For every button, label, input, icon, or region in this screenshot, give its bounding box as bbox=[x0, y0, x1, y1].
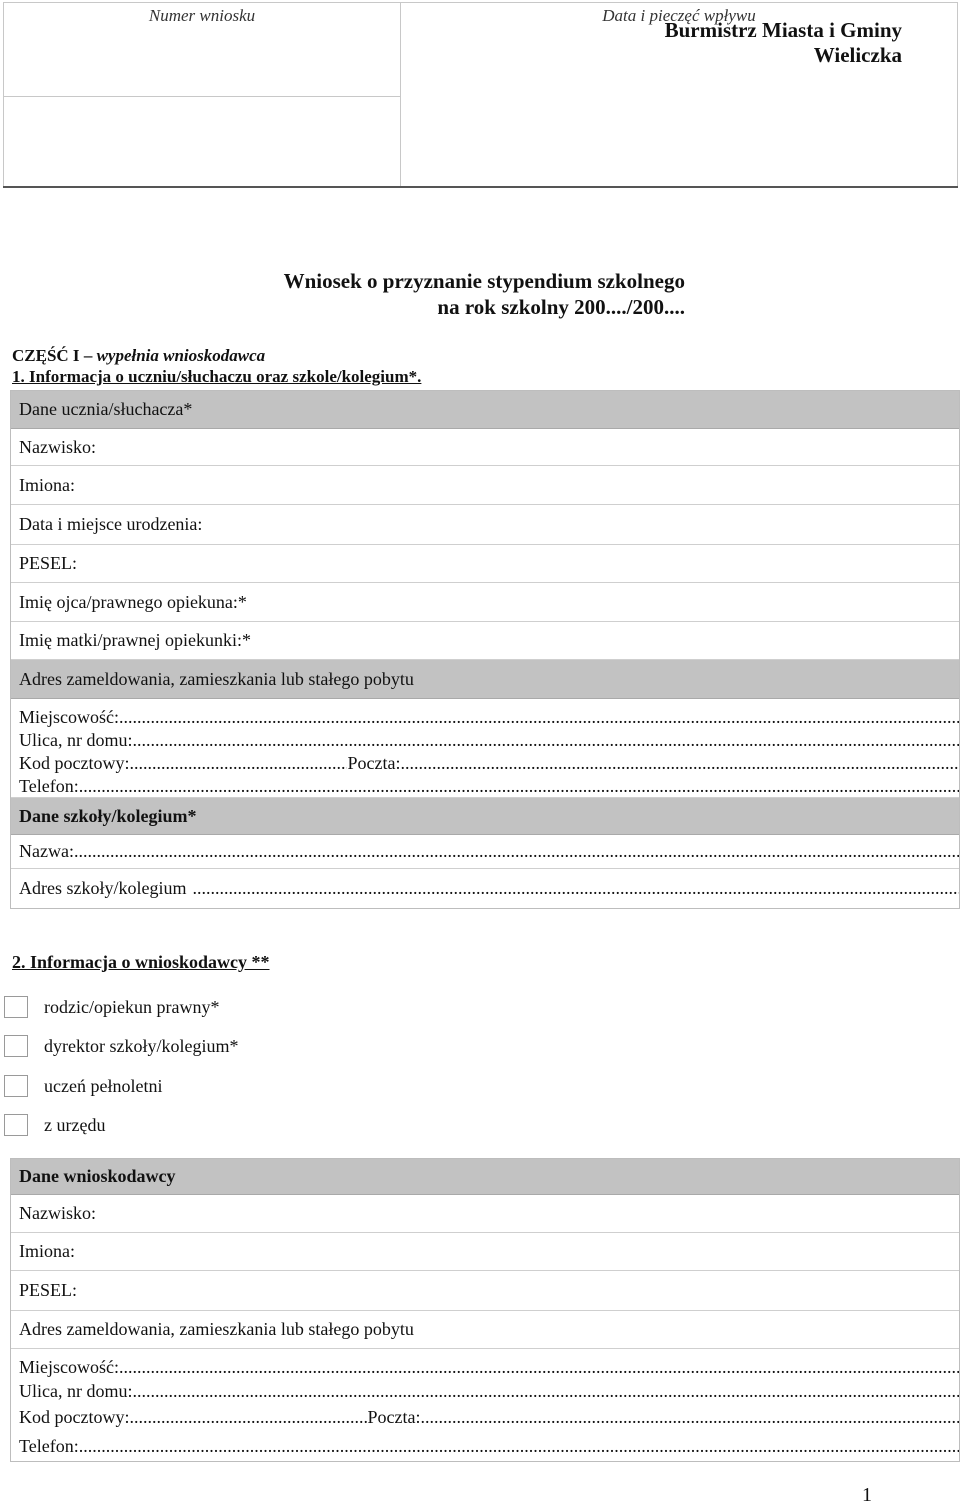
student-postal-field[interactable] bbox=[11, 751, 959, 775]
applicant-pesel-field[interactable] bbox=[11, 1271, 959, 1311]
applicant-form bbox=[10, 1158, 960, 1462]
school-address-label: Adres szkoły/kolegium bbox=[19, 878, 187, 898]
student-father-field[interactable] bbox=[11, 583, 959, 622]
dotted-fill bbox=[400, 753, 959, 774]
addressee bbox=[665, 18, 902, 68]
applicant-address-header bbox=[11, 1311, 959, 1349]
applicant-city-label: Miejscowość: bbox=[19, 1356, 119, 1377]
student-surname-label: Nazwisko: bbox=[19, 436, 96, 457]
student-form bbox=[10, 390, 960, 909]
applicant-data-header-label: Dane wnioskodawcy bbox=[19, 1166, 176, 1186]
dotted-fill bbox=[79, 1436, 959, 1457]
option-ex-officio-checkbox[interactable] bbox=[4, 1114, 28, 1136]
dotted-fill bbox=[119, 1357, 959, 1378]
student-birth-field[interactable] bbox=[11, 505, 959, 545]
option-adult-student-checkbox[interactable] bbox=[4, 1075, 28, 1097]
applicant-phone-field[interactable] bbox=[11, 1431, 959, 1461]
student-address-header-label: Adres zameldowania, zamieszkania lub stałego pobytu bbox=[19, 668, 414, 689]
option-parent[interactable] bbox=[4, 996, 219, 1018]
applicant-pesel-label: PESEL: bbox=[19, 1280, 78, 1300]
applicant-names-field[interactable] bbox=[11, 1233, 959, 1271]
option-ex-officio-label: z urzędu bbox=[44, 1114, 106, 1135]
option-director-checkbox[interactable] bbox=[4, 1035, 28, 1057]
section2-heading: 2. Informacja o wnioskodawcy ** bbox=[12, 952, 270, 972]
document-title bbox=[0, 268, 685, 320]
student-city-label: Miejscowość: bbox=[19, 706, 119, 727]
application-number-label: Numer wniosku bbox=[148, 6, 256, 25]
student-data-header bbox=[11, 391, 959, 429]
school-data-header-label: Dane szkoły/kolegium* bbox=[19, 805, 197, 826]
applicant-surname-field[interactable] bbox=[11, 1195, 959, 1233]
dotted-fill bbox=[119, 707, 959, 728]
applicant-data-header bbox=[11, 1159, 959, 1195]
student-mother-label: Imię matki/prawnej opiekunki:* bbox=[19, 630, 251, 650]
student-mother-field[interactable] bbox=[11, 622, 959, 660]
school-name-label: Nazwa: bbox=[19, 841, 74, 861]
dotted-fill bbox=[74, 841, 959, 862]
dotted-fill bbox=[129, 1407, 367, 1428]
student-phone-label: Telefon: bbox=[19, 775, 79, 796]
student-father-label: Imię ojca/prawnego opiekuna:* bbox=[19, 591, 247, 612]
dotted-fill bbox=[132, 730, 959, 751]
applicant-street-label: Ulica, nr domu: bbox=[19, 1380, 133, 1401]
option-adult-student-label: uczeń pełnoletni bbox=[44, 1075, 163, 1096]
dotted-fill bbox=[79, 776, 959, 797]
applicant-address-header-label: Adres zameldowania, zamieszkania lub stałego pobytu bbox=[19, 1319, 414, 1339]
part-dash: – bbox=[79, 346, 97, 365]
applicant-street-field[interactable] bbox=[11, 1379, 959, 1403]
title-line2: na rok szkolny 200..../200.... bbox=[437, 295, 685, 319]
part-heading bbox=[12, 346, 265, 366]
student-birth-label: Data i miejsce urodzenia: bbox=[19, 514, 203, 534]
dotted-fill bbox=[132, 1381, 959, 1402]
header-divider bbox=[3, 186, 958, 188]
part-label: CZĘŚĆ I bbox=[12, 346, 80, 365]
option-ex-officio[interactable] bbox=[4, 1114, 105, 1136]
applicant-postal-label: Kod pocztowy: bbox=[19, 1406, 130, 1427]
option-adult-student[interactable] bbox=[4, 1075, 162, 1097]
school-name-field[interactable] bbox=[11, 835, 959, 869]
option-director-label: dyrektor szkoły/kolegium* bbox=[44, 1035, 239, 1056]
student-pesel-field[interactable] bbox=[11, 545, 959, 583]
student-data-header-label: Dane ucznia/słuchacza* bbox=[19, 399, 193, 419]
part-note: wypełnia wnioskodawca bbox=[96, 346, 266, 365]
student-post-office-label: Poczta: bbox=[347, 752, 401, 773]
addressee-line1: Burmistrz Miasta i Gminy bbox=[664, 18, 902, 42]
student-postal-label: Kod pocztowy: bbox=[19, 752, 130, 773]
applicant-names-label: Imiona: bbox=[19, 1241, 75, 1261]
option-parent-checkbox[interactable] bbox=[4, 996, 28, 1018]
school-address-field[interactable] bbox=[11, 869, 959, 908]
student-names-label: Imiona: bbox=[19, 474, 75, 495]
addressee-line2: Wieliczka bbox=[813, 43, 902, 67]
applicant-phone-label: Telefon: bbox=[19, 1435, 79, 1456]
title-line1: Wniosek o przyznanie stypendium szkolnego bbox=[283, 269, 685, 293]
applicant-post-office-label: Poczta: bbox=[367, 1406, 421, 1427]
dotted-fill bbox=[186, 878, 959, 899]
student-street-field[interactable] bbox=[11, 729, 959, 751]
section1-heading: 1. Informacja o uczniu/słuchaczu oraz szkole/kolegium*. bbox=[12, 367, 422, 386]
dotted-fill bbox=[129, 753, 347, 774]
student-city-field[interactable] bbox=[11, 705, 959, 729]
stamp-label: Data i pieczęć wpływu bbox=[602, 6, 756, 25]
application-number-box bbox=[3, 2, 401, 97]
option-parent-label: rodzic/opiekun prawny* bbox=[44, 996, 220, 1017]
option-director[interactable] bbox=[4, 1035, 238, 1057]
student-names-field[interactable] bbox=[11, 466, 959, 505]
student-street-label: Ulica, nr domu: bbox=[19, 729, 133, 750]
applicant-surname-label: Nazwisko: bbox=[19, 1203, 96, 1223]
page-number: 1 bbox=[862, 1484, 872, 1506]
school-data-header bbox=[11, 798, 959, 835]
student-address-header bbox=[11, 660, 959, 699]
student-phone-field[interactable] bbox=[11, 775, 959, 798]
student-pesel-label: PESEL: bbox=[19, 553, 78, 573]
application-number-field[interactable] bbox=[3, 96, 401, 188]
applicant-postal-field[interactable] bbox=[11, 1403, 959, 1431]
student-surname-field[interactable] bbox=[11, 429, 959, 466]
applicant-city-field[interactable] bbox=[11, 1355, 959, 1379]
dotted-fill bbox=[420, 1407, 959, 1428]
